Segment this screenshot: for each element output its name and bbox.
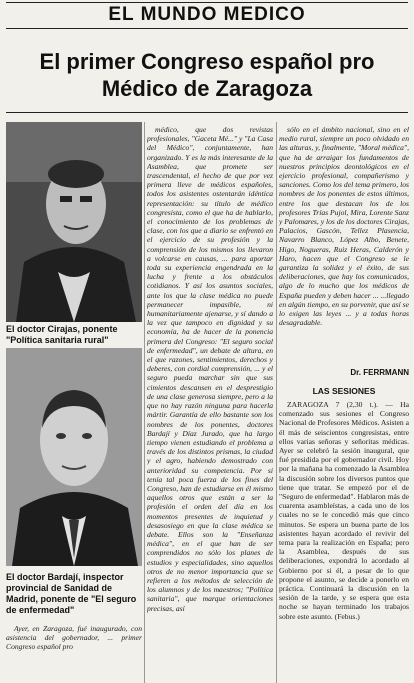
- column-2-paragraph: médico, que dos revistas profesionales, "Gaceta Mé..." y "La Casa del Médico", conjuntamente, han organizado. Y es la más interesante de la Asamblea, que promete ser trascendental, el hecho de que por vez primera lleve de médicos españoles, todos los asistentes ostentarán idéntica representación: su título de médico congresista, como el que ha de hablarlo, el conocimiento de los problemas de clase, con los que a diario se enfrentó en el ejercicio de su profesión y la comprensión de los mismos los llevaron a volcarse en causas, ... para aportar toda su experiencia engendrada en la lucha y frente a los obstáculos cotidianos. Y así los asuntos sociales, ante los que la clase médica no puede permanecer impasible, ni humanitariamente ajenarse, y sí dando a la vez que tampoco en dignidad y su economía, ha de hacer de la ponencia primera del Congreso: "El seguro social de enfermedad", un debate de altura, en el que razones, sentimientos, derechos y deberes, con cordial comprensión, ... y el seguro pueda marchar sin que sus cimientos descansen en el desprestigio de una clase generosa siempre, pero a la que no hay razón ninguna para hacerla mártir. Garantía de ello bastante son los nombres de los ponentes, doctores Bardají y Díaz Jurado, que ha largo tiempo vienen estudiando el problema a través de los distintos prismas, la ciudad y el agro, habiendo demostrado con anterioridad su competencia. Por si tenía tal poca fuerza de los fines del Congreso, han de estudiarse en él mismo aquellos otros que están a ser la profesión el orden del día en los momentos presentes de inquietud y desasosiego en que la clase médica se debate. Ellos son la "Enseñanza médica", en el que han de ser comprendidos no sólo los planes de estudios y especialidades, sino aquellos otros de no menor importancia que se refieren a los métodos de selección de los alumnos y de los maestros; "Política sanitaria", que marque orientaciones precisas, así: [147, 125, 273, 613]
- sessions-paragraph: ZARAGOZA 7 (2,30 t.). — Ha comenzado sus sesiones el Congreso Nacional de Profesores Médicos. Asisten a él más de seiscientos congresistas, entre ellos varias señoras y señoritas médicas. Ayer se celebró la sesión inaugural, que fué presidida por el gobernador civil. Hoy por la mañana ha comenzado la Asamblea la discusión sobre los diversos puntos que tiene que tratar. Se empezó por el de "Seguro de enfermedad". Hablaron más de cuarenta asambleístas, a cada uno de los cuales no se le concedió más que cinco minutos. Se espera un buena parte de los asistentes hayan acordado el revivir del tema para la realización en España; pero la Asamblea, después de sus deliberaciones, expondrá lo acordado al Gobierno por si él, a pesar de lo que propone el asunto, se decide a ponerlo en práctica. Continuará la discusión en la sesión de la tarde, y se espera que esta noche se hayan terminado los trabajos sobre este asunto. (Febus.): [279, 400, 409, 621]
- author-signature: Dr. FERRMANN: [350, 368, 409, 377]
- photo1-caption: El doctor Cirajas, ponente "Política sanitaria rural": [6, 324, 118, 345]
- headline-line-2: Médico de Zaragoza: [101, 76, 313, 101]
- portrait-photo-cirajas: [6, 122, 142, 322]
- subhead-sessions: LAS SESIONES: [312, 386, 376, 396]
- headline: [6, 48, 408, 102]
- headline-rule: [6, 112, 408, 113]
- headline-line-1: El primer Congreso español pro: [39, 49, 375, 74]
- photo2-caption: El doctor Bardají, inspector provincial de Sanidad de Madrid, ponente de "El seguro de enfermedad": [6, 572, 137, 615]
- column-1-text: [6, 624, 142, 683]
- portrait-photo-bardaji: [6, 348, 142, 566]
- column-2-text: [147, 125, 273, 683]
- column-3-text: [279, 125, 409, 375]
- portrait-bardaji-image: [6, 348, 142, 566]
- column-3-sessions-text: [279, 400, 409, 683]
- column-1-paragraph: Ayer, en Zaragoza, fué inaugurado, con asistencia del gobernador, ... primer Congreso español pro: [6, 624, 142, 652]
- column-divider-2: [276, 122, 277, 683]
- section-rule: [6, 28, 408, 29]
- portrait-cirajas-image: [6, 122, 142, 322]
- section-title: EL MUNDO MEDICO: [108, 4, 306, 25]
- column-3-paragraph: sólo en el ámbito nacional, sino en el medio rural, siempre un poco olvidado en las alturas, y, finalmente, "Moral médica", que ha de arraigar los fundamentos de nuestros principios deontológicos en el ejercicio profesional, compañerismo y sanciones. Como los del tema primero, los nombres de los ponentes de estos últimos, entre los que destacan los de los profesores Trías Pujol, Mira, Lorente Sanz y Palomares, y los de los doctores Cirajas, Palacios, Gascón, Tellez Plasencia, Navarro Blanco, López Albo, Benete, Higo, Nogueras, Ruiz Heras, Calderón y Haro, hacen que el Congreso se le garantiza la solidez y el éxito, de sus deliberaciones, que hay los comunicados, algo de lo mucho que los médicos de España pueden y deben hacer ... ...llegado en algún tiempo, en su porvenir, que así se lo exigen las leyes ... y a todas horas desagradable.: [279, 125, 409, 328]
- column-divider-1: [144, 122, 145, 683]
- top-rule: [6, 2, 408, 3]
